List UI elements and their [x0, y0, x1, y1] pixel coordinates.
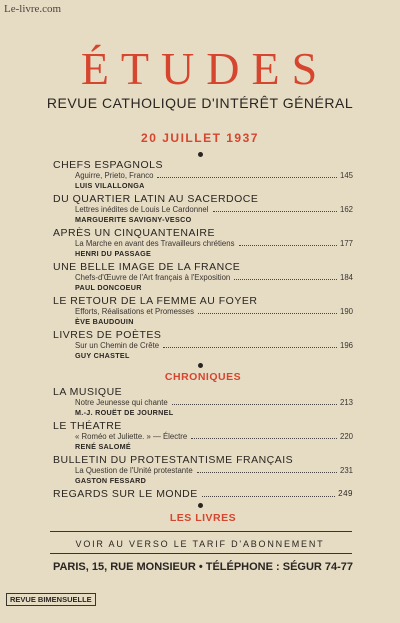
- page-number: 184: [339, 273, 353, 282]
- author-name: LUIS VILALLONGA: [75, 181, 145, 190]
- issue-date: 20 JUILLET 1937: [141, 131, 259, 145]
- dot-leader: [213, 205, 337, 212]
- chroniques-heading: CHRONIQUES: [164, 371, 242, 383]
- dot-leader: [202, 488, 335, 497]
- author-name: GASTON FESSARD: [75, 476, 147, 485]
- article-title: Sur un Chemin de Crête: [75, 341, 160, 350]
- list-item: [53, 295, 353, 326]
- article-list: [53, 159, 353, 360]
- page-number: 231: [339, 466, 353, 475]
- publisher-address: PARIS, 15, RUE MONSIEUR • TÉLÉPHONE : SÉGUR 74-77: [52, 561, 354, 573]
- section-title: DU QUARTIER LATIN AU SACERDOCE: [53, 193, 259, 205]
- page-number: 220: [339, 432, 353, 441]
- subscription-notice: VOIR AU VERSO LE TARIF D'ABONNEMENT: [75, 539, 325, 549]
- list-item: [53, 420, 353, 451]
- masthead-subtitle: REVUE CATHOLIQUE D'INTÉRÊT GÉNÉRAL: [46, 95, 354, 111]
- author-name: HENRI DU PASSAGE: [75, 249, 152, 258]
- divider: [50, 531, 352, 532]
- article-line: [53, 432, 353, 442]
- dot-leader: [198, 307, 337, 314]
- page-number: 249: [338, 489, 353, 498]
- page-number: 196: [339, 341, 353, 350]
- list-item: [53, 454, 353, 485]
- dot-leader: [191, 432, 337, 439]
- list-item: [53, 261, 353, 292]
- list-item: [53, 159, 353, 190]
- section-title: APRÈS UN CINQUANTENAIRE: [53, 227, 216, 239]
- author-name: PAUL DONCOEUR: [75, 283, 142, 292]
- section-title: UNE BELLE IMAGE DE LA FRANCE: [53, 261, 241, 273]
- frequency-badge: REVUE BIMENSUELLE: [6, 593, 96, 606]
- divider: [50, 553, 352, 554]
- list-item: [53, 329, 353, 360]
- bullet-dot: [198, 503, 203, 508]
- article-title: La Marche en avant des Travailleurs chrétiens: [75, 239, 235, 248]
- dot-leader: [172, 398, 337, 405]
- masthead-title: ÉTUDES: [80, 43, 330, 94]
- list-item: [53, 488, 353, 500]
- article-line: [53, 398, 353, 408]
- page-number: 162: [339, 205, 353, 214]
- author-name: GUY CHASTEL: [75, 351, 130, 360]
- article-line: [53, 466, 353, 476]
- dot-leader: [197, 466, 337, 473]
- watermark: Le-livre.com: [4, 3, 62, 15]
- section-title: LA MUSIQUE: [53, 386, 123, 398]
- article-line: [53, 239, 353, 249]
- section-title: BULLETIN DU PROTESTANTISME FRANÇAIS: [53, 454, 294, 466]
- chronique-list: [53, 386, 353, 485]
- article-title: Aguirre, Prieto, Franco: [75, 171, 154, 180]
- article-line: [53, 341, 353, 351]
- section-title: LIVRES DE POÈTES: [53, 329, 162, 341]
- article-line: [53, 307, 353, 317]
- article-title: « Roméo et Juliette. » — Électre: [75, 432, 188, 441]
- section-title: LE THÉATRE: [53, 420, 122, 432]
- author-name: MARGUERITE SAVIGNY-VESCO: [75, 215, 192, 224]
- bullet-dot: [198, 363, 203, 368]
- bullet-dot: [198, 152, 203, 157]
- page-number: 145: [339, 171, 353, 180]
- section-title: REGARDS SUR LE MONDE: [53, 488, 198, 500]
- author-name: RENÉ SALOMÉ: [75, 442, 132, 451]
- dot-leader: [157, 171, 337, 178]
- list-item: [53, 386, 353, 417]
- author-name: ÈVE BAUDOUIN: [75, 317, 134, 326]
- section-title: CHEFS ESPAGNOLS: [53, 159, 163, 171]
- article-title: Chefs-d'Œuvre de l'Art français à l'Exposition: [75, 273, 231, 282]
- page-number: 213: [339, 398, 353, 407]
- dot-leader: [163, 341, 337, 348]
- author-name: M.-J. ROUËT DE JOURNEL: [75, 408, 174, 417]
- list-item: [53, 227, 353, 258]
- dot-leader: [239, 239, 337, 246]
- article-title: Notre Jeunesse qui chante: [75, 398, 168, 407]
- dot-leader: [234, 273, 337, 280]
- article-title: Lettres inédites de Louis Le Cardonnel: [75, 205, 209, 214]
- article-line: [53, 205, 353, 215]
- page-number: 190: [339, 307, 353, 316]
- page-number: 177: [339, 239, 353, 248]
- article-title: Efforts, Réalisations et Promesses: [75, 307, 195, 316]
- article-title: La Question de l'Unité protestante: [75, 466, 193, 475]
- article-line: [53, 273, 353, 283]
- article-line: [53, 171, 353, 181]
- livres-heading: LES LIVRES: [169, 512, 237, 524]
- table-of-contents: [53, 159, 353, 524]
- section-title: LE RETOUR DE LA FEMME AU FOYER: [53, 295, 258, 307]
- list-item: [53, 193, 353, 224]
